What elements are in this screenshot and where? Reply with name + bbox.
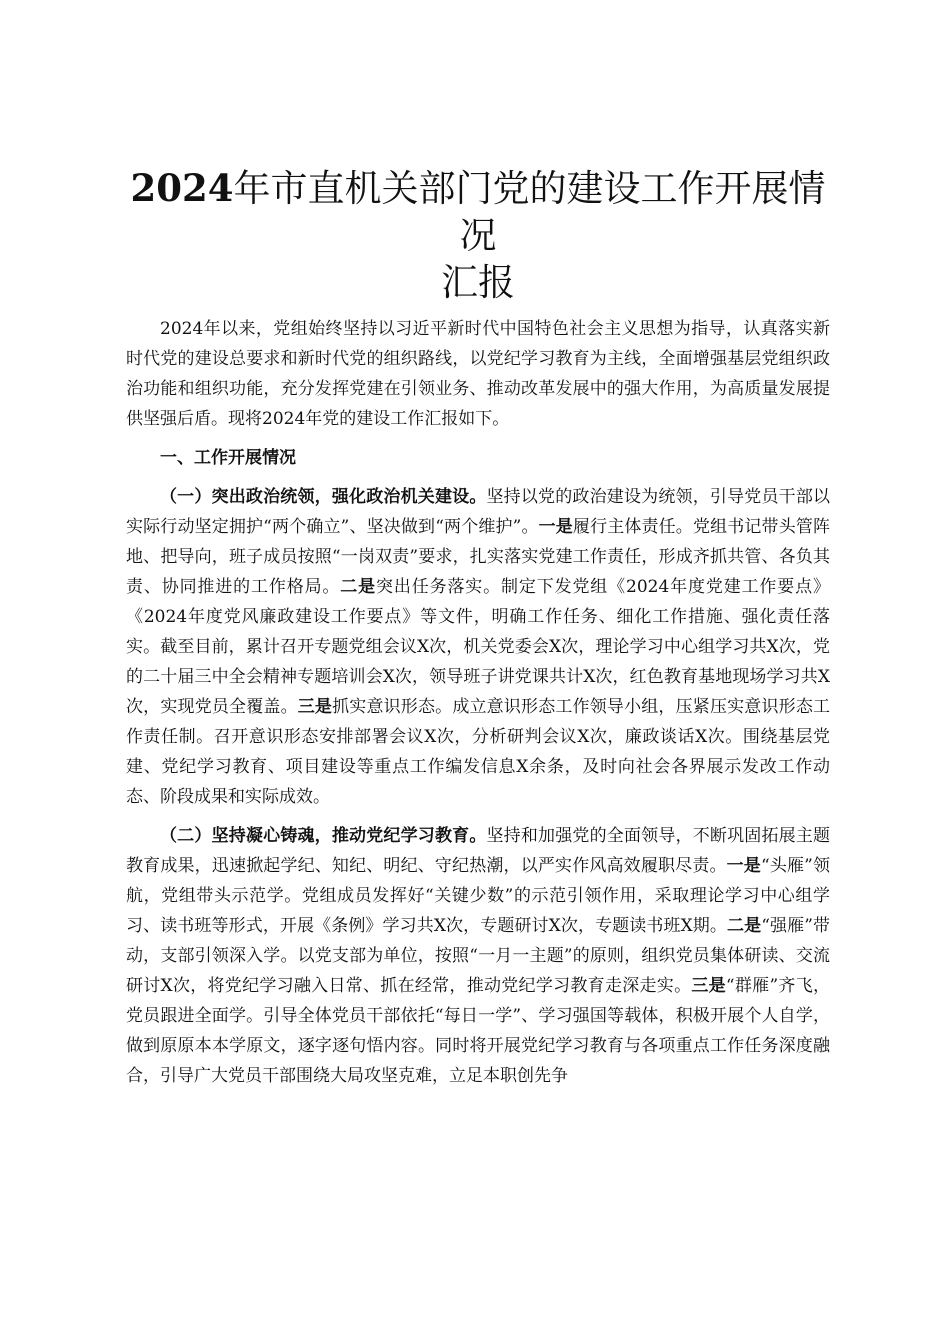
section2-text1: 坚持和加强党的全面领导，不断巩固拓展主题教育成果，迅速掀起学纪、知纪、明纪、守纪热潮，以严实作风高效履职尽责。 — [126, 826, 830, 876]
section1-text2: 履行主体责任。党组书记带头管阵地、把导向，班子成员按照“一岗双责”要求，扎实落实党建工作责任，形成齐抓共管、各负其责、协同推进的工作格局。 — [126, 517, 830, 597]
title-line2: 汇报 — [441, 261, 515, 304]
section2-kw2: 二是 — [727, 916, 762, 936]
section1-paragraph — [126, 482, 830, 812]
section2-paragraph — [126, 821, 830, 1091]
section1-text1: 坚持以党的政治建设为统领，引导党员干部以实际行动坚定拥护“两个确立”、坚决做到“两个维护”。 — [126, 487, 830, 537]
section2-title: （二）坚持凝心铸魂，推动党纪学习教育。 — [160, 826, 487, 846]
section-heading: 一、工作开展情况 — [160, 448, 296, 468]
intro-paragraph: 2024年以来，党组始终坚持以习近平新时代中国特色社会主义思想为指导，认真落实新时代党的建设总要求和新时代党的组织路线，以党纪学习教育为主线，全面增强基层党组织政治功能和组织功能，充分发挥党建在引领业务、推动改革发展中的强大作用，为高质量发展提供坚强后盾。现将2024年党的建设工作汇报如下。 — [126, 319, 830, 429]
section2-text4: “群雁”齐飞，党员跟进全面学。引导全体党员干部依托“每日一学”、学习强国等载体，积极开展个人自学，做到原原本本学原文，逐字逐句悟内容。同时将开展党纪学习教育与各项重点工作任务深度融合，引导广大党员干部围绕大局攻坚克难，立足本职创先争 — [126, 976, 830, 1086]
section1-kw1: 一是 — [538, 517, 573, 537]
section2-text2: “头雁”领航，党组带头示范学。党组成员发挥好“关键少数”的示范引领作用，采取理论学习中心组学习、读书班等形式，开展《条例》学习共X次，专题研讨X次，专题读书班X期。 — [126, 856, 830, 936]
title-line1: 年市直机关部门党的建设工作开展情况 — [233, 167, 826, 257]
document-title — [126, 165, 830, 306]
section1-text3: 突出任务落实。制定下发党组《2024年度党建工作要点》《2024年度党风廉政建设工作要点》等文件，明确工作任务、细化工作措施、强化责任落实。截至目前，累计召开专题党组会议X次，机关党委会X次，理论学习中心组学习共X次，党的二十届三中全会精神专题培训会X次，领导班子讲党课共计X次，红色教育基地现场学习共X次，实现党员全覆盖。 — [126, 577, 831, 717]
section2-text3: “强雁”带动，支部引领深入学。以党支部为单位，按照“一月一主题”的原则，组织党员集体研读、交流研讨X次，将党纪学习融入日常、抓在经常，推动党纪学习教育走深走实。 — [126, 916, 831, 996]
section1-text4: 抓实意识形态。成立意识形态工作领导小组，压紧压实意识形态工作责任制。召开意识形态安排部署会议X次，分析研判会议X次，廉政谈话X次。围绕基层党建、党纪学习教育、项目建设等重点工作编发信息X余条，及时向社会各界展示发改工作动态、阶段成果和实际成效。 — [126, 697, 831, 807]
section2-kw3: 三是 — [691, 976, 726, 996]
title-year: 2024 — [130, 166, 234, 210]
document-page — [126, 165, 830, 1091]
section2-kw1: 一是 — [726, 856, 761, 876]
section1-kw2: 二是 — [340, 577, 377, 597]
section1-title: （一）突出政治统领，强化政治机关建设。 — [160, 487, 487, 507]
section1-kw3: 三是 — [297, 697, 333, 717]
